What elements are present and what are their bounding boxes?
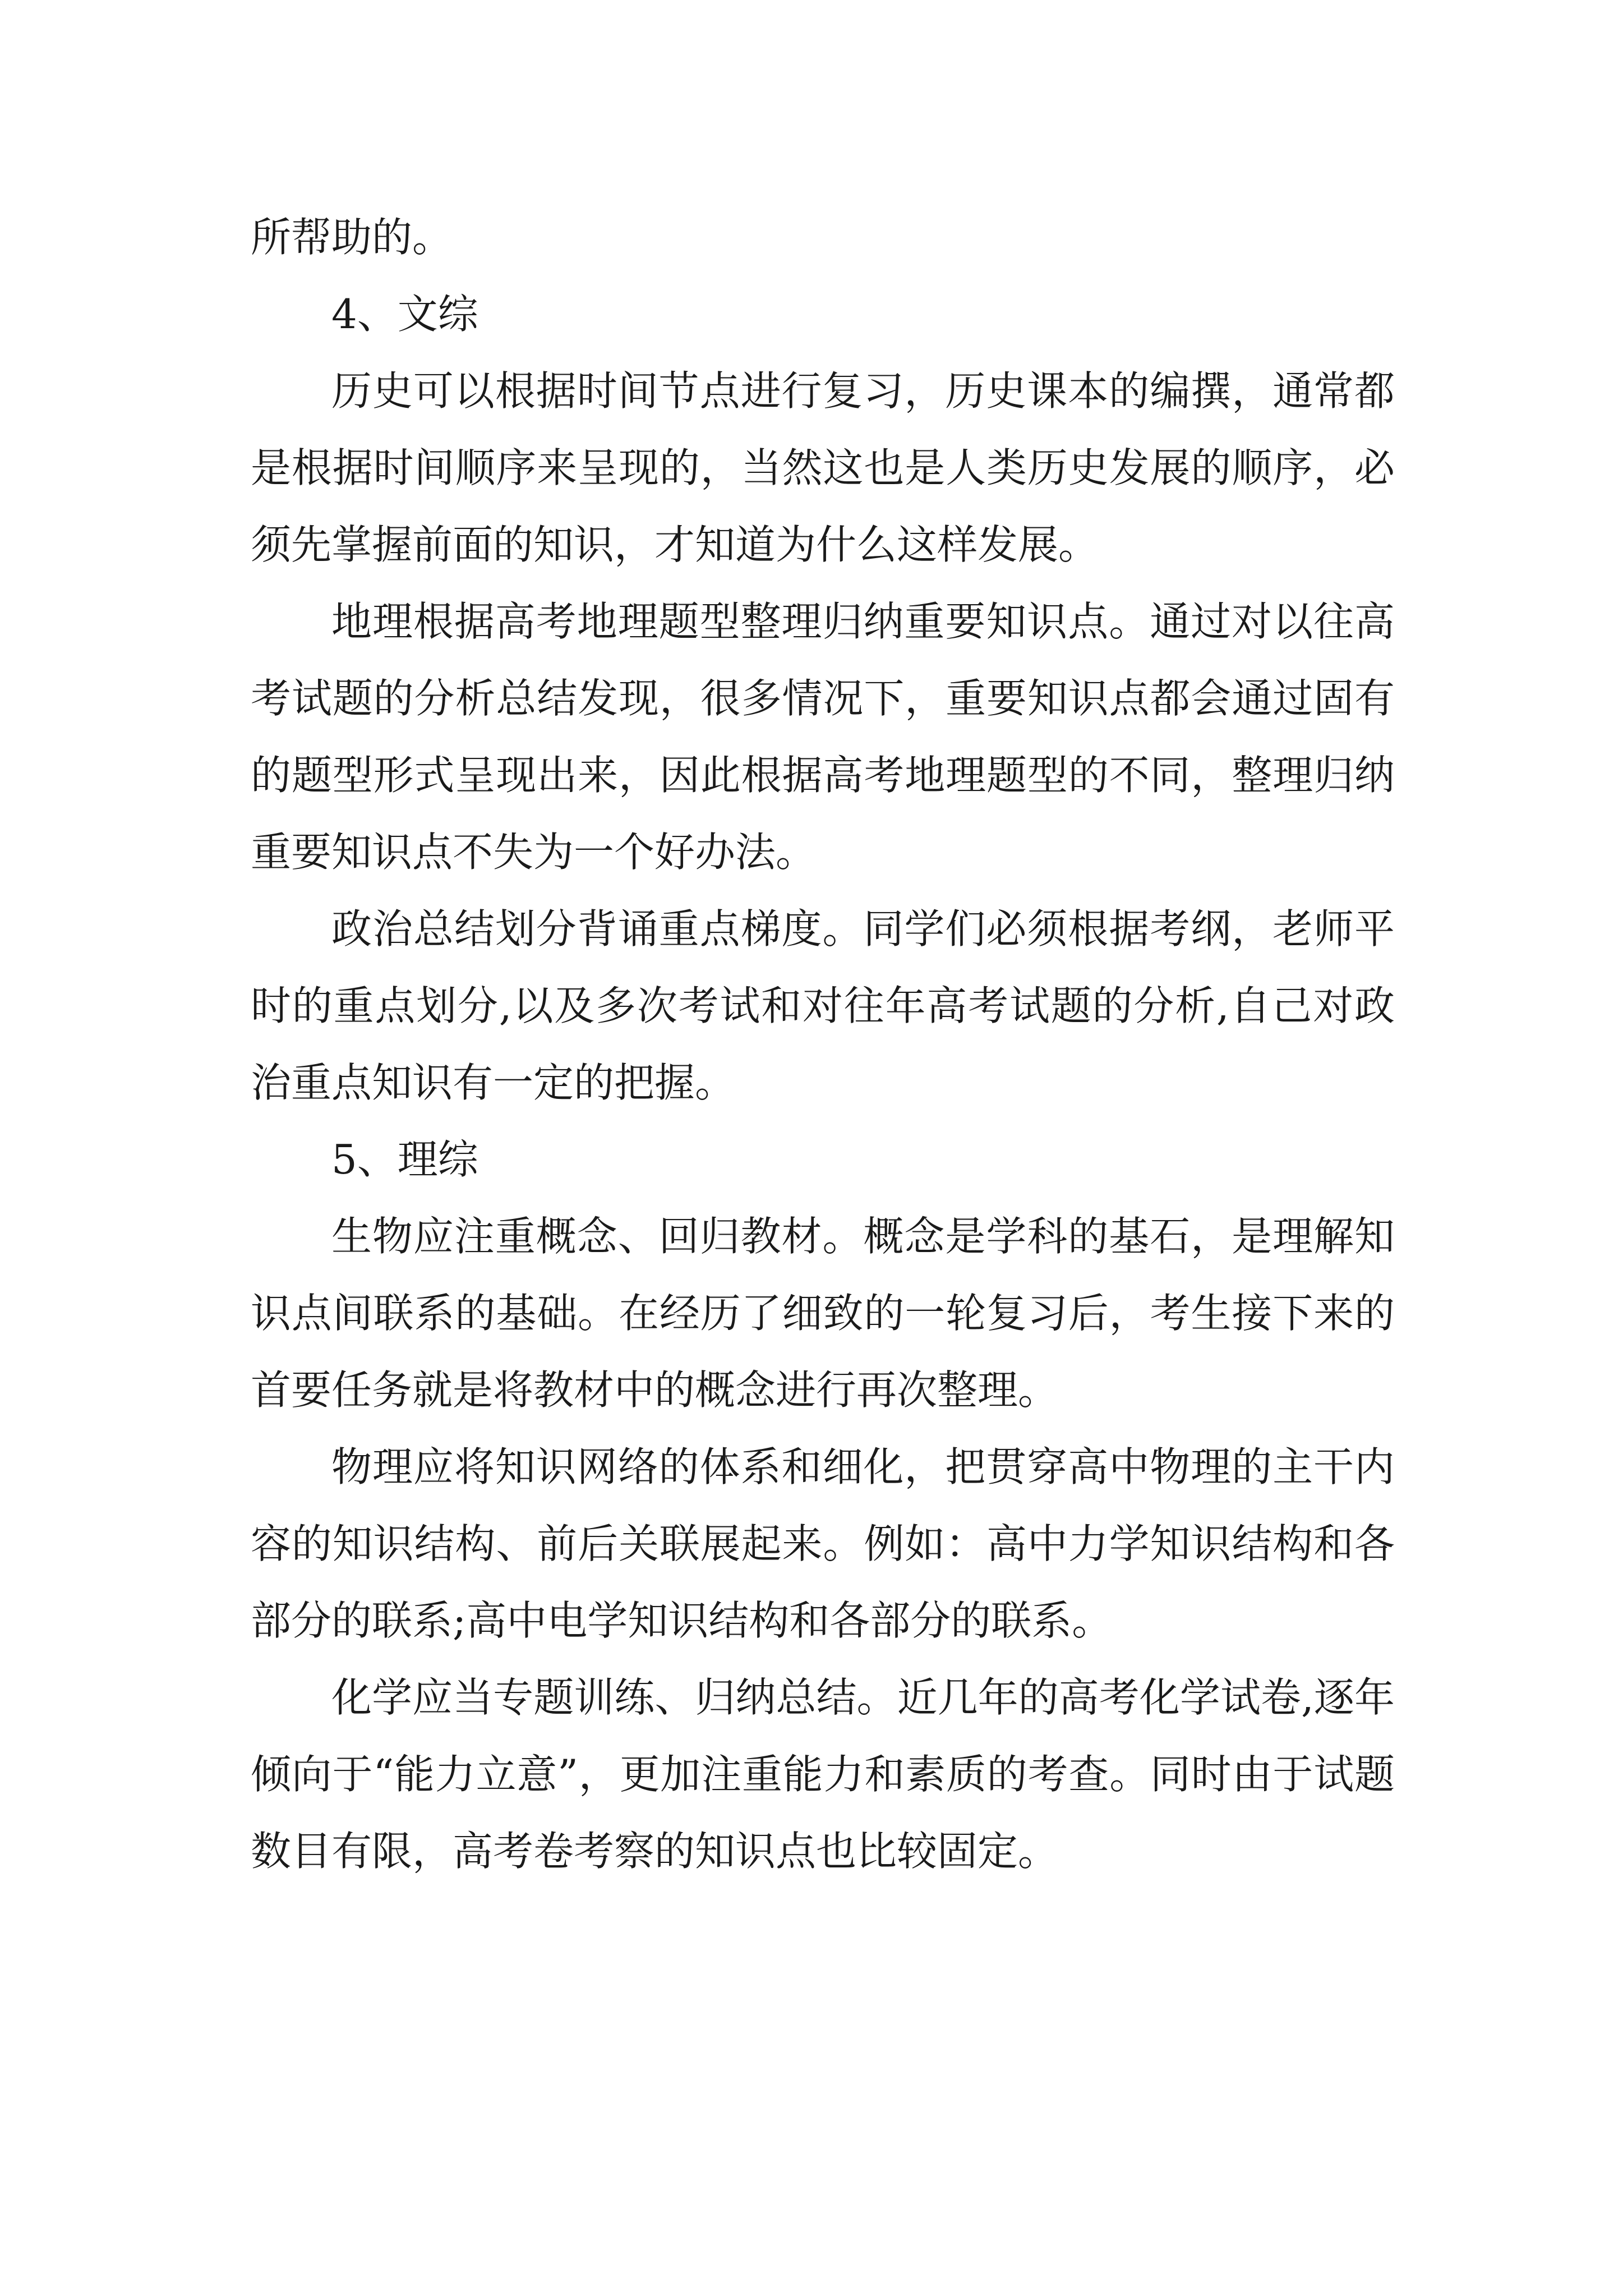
- section-heading-lizong: 5、理综: [331, 1136, 478, 1183]
- paragraph-history: 历史可以根据时间节点进行复习，历史课本的编撰，通常都是根据时间顺序来呈现的，当然这也是人类历史发展的顺序，必须先掌握前面的知识，才知道为什么这样发展。: [251, 367, 1395, 568]
- paragraph-politics: 政治总结划分背诵重点梯度。同学们必须根据考纲，老师平时的重点划分,以及多次考试和对往年高考试题的分析,自己对政治重点知识有一定的把握。: [251, 905, 1395, 1106]
- paragraph-geography: 地理根据高考地理题型整理归纳重要知识点。通过对以往高考试题的分析总结发现，很多情况下，重要知识点都会通过固有的题型形式呈现出来，因此根据高考地理题型的不同，整理归纳重要知识点不失为一个好办法。: [251, 598, 1395, 876]
- paragraph-continuation: 所帮助的。: [251, 214, 453, 261]
- paragraph-biology: 生物应注重概念、回归教材。概念是学科的基石，是理解知识点间联系的基础。在经历了细致的一轮复习后，考生接下来的首要任务就是将教材中的概念进行再次整理。: [251, 1213, 1395, 1414]
- paragraph-chemistry: 化学应当专题训练、归纳总结。近几年的高考化学试卷,逐年倾向于“能力立意”，更加注重能力和素质的考查。同时由于试题数目有限，高考卷考察的知识点也比较固定。: [251, 1674, 1395, 1875]
- section-heading-wenzong: 4、文综: [331, 291, 478, 338]
- document-body: [251, 199, 1395, 1890]
- paragraph-physics: 物理应将知识网络的体系和细化，把贯穿高中物理的主干内容的知识结构、前后关联展起来。例如：高中力学知识结构和各部分的联系;高中电学知识结构和各部分的联系。: [251, 1443, 1395, 1644]
